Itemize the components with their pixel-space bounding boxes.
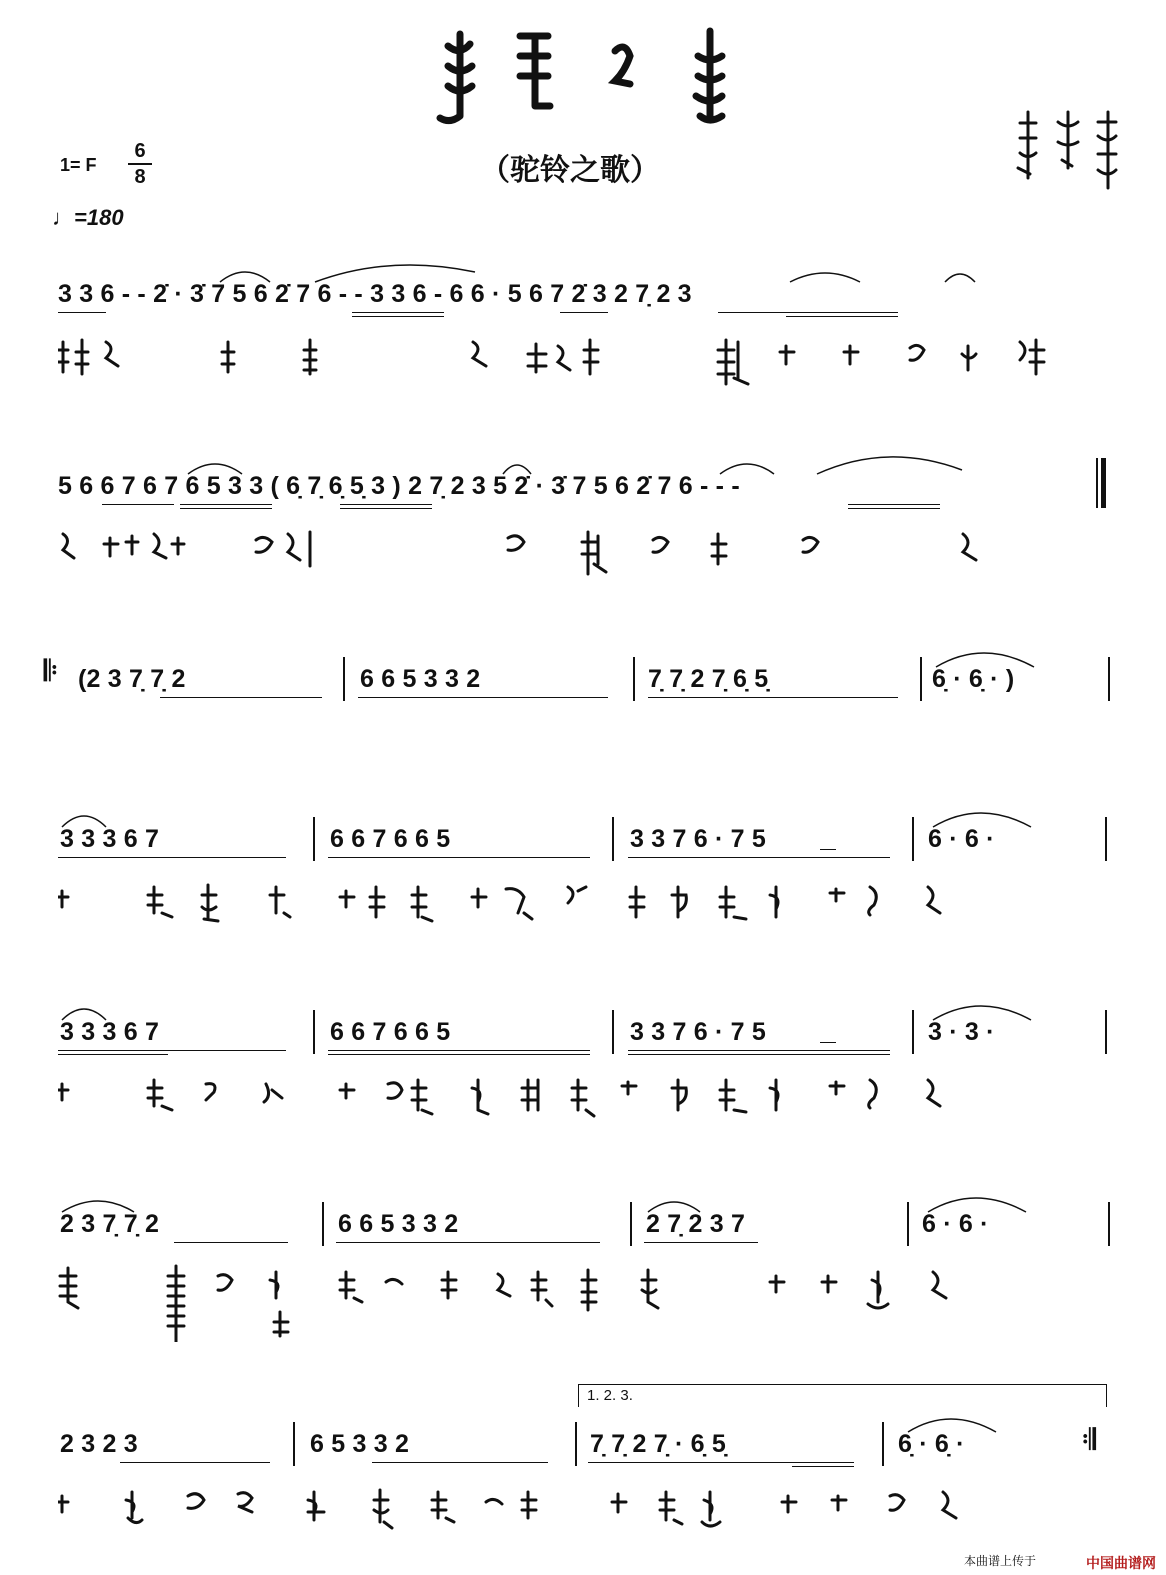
underline bbox=[328, 1054, 590, 1055]
slur bbox=[920, 1188, 1040, 1218]
slur bbox=[644, 1188, 714, 1218]
underline bbox=[58, 857, 286, 858]
barline bbox=[1105, 817, 1107, 861]
lyrics-row-1 bbox=[58, 332, 1078, 392]
underline bbox=[102, 504, 174, 505]
underline bbox=[628, 1050, 890, 1051]
volta-bracket bbox=[578, 1384, 1107, 1407]
meter-top: 6 bbox=[134, 140, 146, 162]
underline bbox=[328, 857, 590, 858]
measure-7-3: 7̣ 7̣ 2 7̣ · 6̣ 5̣ bbox=[590, 1430, 727, 1458]
repeat-end-sign: 𝄇 bbox=[1082, 1424, 1096, 1455]
measure-7-4: 6̣ · 6̣ · bbox=[898, 1430, 965, 1458]
song-subtitle: （驼铃之歌） bbox=[480, 153, 660, 188]
underline bbox=[560, 312, 608, 313]
title-mongolian-script bbox=[430, 26, 750, 126]
barline bbox=[313, 817, 315, 861]
notes-row-1: 3 3 6 - - 2̇ · 3̇ 7 5 6 2̇ 7 6 - - 3 3 6 - 6 6 · 5 6 7 2̇ 3 2 7̣ 2 3 bbox=[58, 280, 692, 308]
underline bbox=[352, 316, 444, 317]
underline bbox=[120, 1462, 270, 1463]
slurs-row-2 bbox=[712, 450, 972, 480]
measure-4-2: 6 6 7 6 6 5 bbox=[330, 825, 451, 853]
barline bbox=[612, 817, 614, 861]
tempo-value: =180 bbox=[74, 205, 124, 230]
slurs-row-1 bbox=[210, 260, 480, 290]
measure-3-2: 6 6 5 3 3 2 bbox=[360, 665, 481, 693]
barline bbox=[322, 1202, 324, 1246]
score-row-2 bbox=[0, 472, 1166, 592]
measure-7-2: 6 5 3 3 2 bbox=[310, 1430, 410, 1458]
slur bbox=[900, 1408, 1010, 1438]
barline bbox=[912, 1010, 914, 1054]
underline bbox=[648, 697, 898, 698]
barline bbox=[633, 657, 635, 701]
underline bbox=[848, 504, 940, 505]
measure-4-3: 3 3 7 6 · 7 5 bbox=[630, 825, 767, 853]
underline bbox=[180, 504, 272, 505]
underline bbox=[588, 1462, 854, 1463]
lyrics-row-4 bbox=[58, 877, 1058, 937]
barline bbox=[907, 1202, 909, 1246]
barline bbox=[920, 657, 922, 701]
measure-5-3: 3 3 7 6 · 7 5 bbox=[630, 1018, 767, 1046]
underline bbox=[58, 1050, 286, 1051]
barline bbox=[313, 1010, 315, 1054]
barline bbox=[882, 1422, 884, 1466]
underline bbox=[628, 857, 890, 858]
underline bbox=[786, 316, 898, 317]
barline bbox=[912, 817, 914, 861]
underline bbox=[820, 849, 836, 850]
underline bbox=[340, 508, 432, 509]
measure-5-4: 3 · 3 · bbox=[928, 1018, 995, 1046]
barline bbox=[612, 1010, 614, 1054]
measure-6-1: 2 3 7̣ 7̣ 2 bbox=[60, 1210, 160, 1238]
barline bbox=[1108, 1202, 1110, 1246]
double-barline bbox=[1096, 458, 1106, 508]
slur bbox=[180, 450, 260, 480]
underline bbox=[718, 312, 898, 313]
underline bbox=[160, 697, 322, 698]
measure-6-3: 2 7̣ 2 3 7 bbox=[646, 1210, 746, 1238]
slur bbox=[928, 643, 1048, 673]
underline bbox=[644, 1242, 758, 1243]
underline bbox=[820, 1042, 836, 1043]
measure-7-1: 2 3 2 3 bbox=[60, 1430, 138, 1458]
underline bbox=[174, 1242, 288, 1243]
underline bbox=[372, 1462, 548, 1463]
slurs-row-1b bbox=[785, 260, 985, 290]
score-row-6 bbox=[0, 1210, 1166, 1330]
score-row-5 bbox=[0, 1018, 1166, 1138]
barline bbox=[293, 1422, 295, 1466]
underline bbox=[180, 508, 272, 509]
measure-4-1: 3 3 3 6 7 bbox=[60, 825, 160, 853]
measure-3-1: (2 3 7̣ 7̣ 2 bbox=[78, 665, 186, 693]
barline bbox=[1105, 1010, 1107, 1054]
slur bbox=[925, 996, 1045, 1026]
underline bbox=[792, 1466, 854, 1467]
score-row-1 bbox=[0, 280, 1166, 400]
barline bbox=[1108, 657, 1110, 701]
score-row-4 bbox=[0, 825, 1166, 945]
underline bbox=[58, 1054, 168, 1055]
underline bbox=[336, 1242, 600, 1243]
slur bbox=[58, 996, 118, 1026]
slur bbox=[925, 803, 1045, 833]
composer-mongolian-script bbox=[1010, 108, 1120, 198]
repeat-start-sign: 𝄆 bbox=[44, 655, 58, 686]
tempo-marking bbox=[52, 205, 124, 231]
underline bbox=[58, 312, 106, 313]
measure-4-4: 6 · 6 · bbox=[928, 825, 995, 853]
underline bbox=[328, 1050, 590, 1051]
underline bbox=[358, 697, 608, 698]
measure-5-1: 3 3 3 6 7 bbox=[60, 1018, 160, 1046]
score-row-3 bbox=[0, 655, 1166, 785]
lyrics-row-5 bbox=[58, 1070, 1058, 1130]
slur bbox=[58, 1188, 148, 1218]
measure-6-4: 6 · 6 · bbox=[922, 1210, 989, 1238]
barline bbox=[575, 1422, 577, 1466]
notes-row-2: 5 6 6 7 6 7 6 5 3 3 ( 6̣ 7̣ 6̣ 5̣ 3 ) 2 7̣ 2 3 5 2̇ · 3̇ 7 5 6 2̇ 7 6 - - - bbox=[58, 472, 740, 500]
volta-label: 1. 2. 3. bbox=[587, 1387, 633, 1404]
score-row-7 bbox=[0, 1424, 1166, 1550]
slur bbox=[495, 450, 545, 480]
barline bbox=[630, 1202, 632, 1246]
slur bbox=[58, 803, 118, 833]
meter-bottom: 8 bbox=[134, 166, 146, 188]
underline bbox=[628, 1054, 890, 1055]
measure-3-4: 6̣ · 6̣ · ) bbox=[932, 665, 1015, 693]
underline bbox=[340, 504, 432, 505]
barline bbox=[343, 657, 345, 701]
quarter-note-icon: ♩ bbox=[52, 205, 74, 230]
lyrics-row-7 bbox=[58, 1482, 1058, 1542]
underline bbox=[352, 312, 444, 313]
lyrics-row-6 bbox=[58, 1262, 1058, 1342]
time-signature bbox=[128, 140, 152, 188]
measure-6-2: 6 6 5 3 3 2 bbox=[338, 1210, 459, 1238]
lyrics-row-2 bbox=[58, 524, 1058, 584]
upload-note: 本曲谱上传于 bbox=[963, 1554, 1036, 1568]
measure-3-3: 7̣ 7̣ 2 7̣ 6̣ 5̣ bbox=[648, 665, 769, 693]
measure-5-2: 6 6 7 6 6 5 bbox=[330, 1018, 451, 1046]
underline bbox=[848, 508, 940, 509]
site-logo[interactable]: 中国曲谱网 bbox=[1086, 1555, 1156, 1571]
key-signature: 1= F bbox=[60, 155, 97, 175]
